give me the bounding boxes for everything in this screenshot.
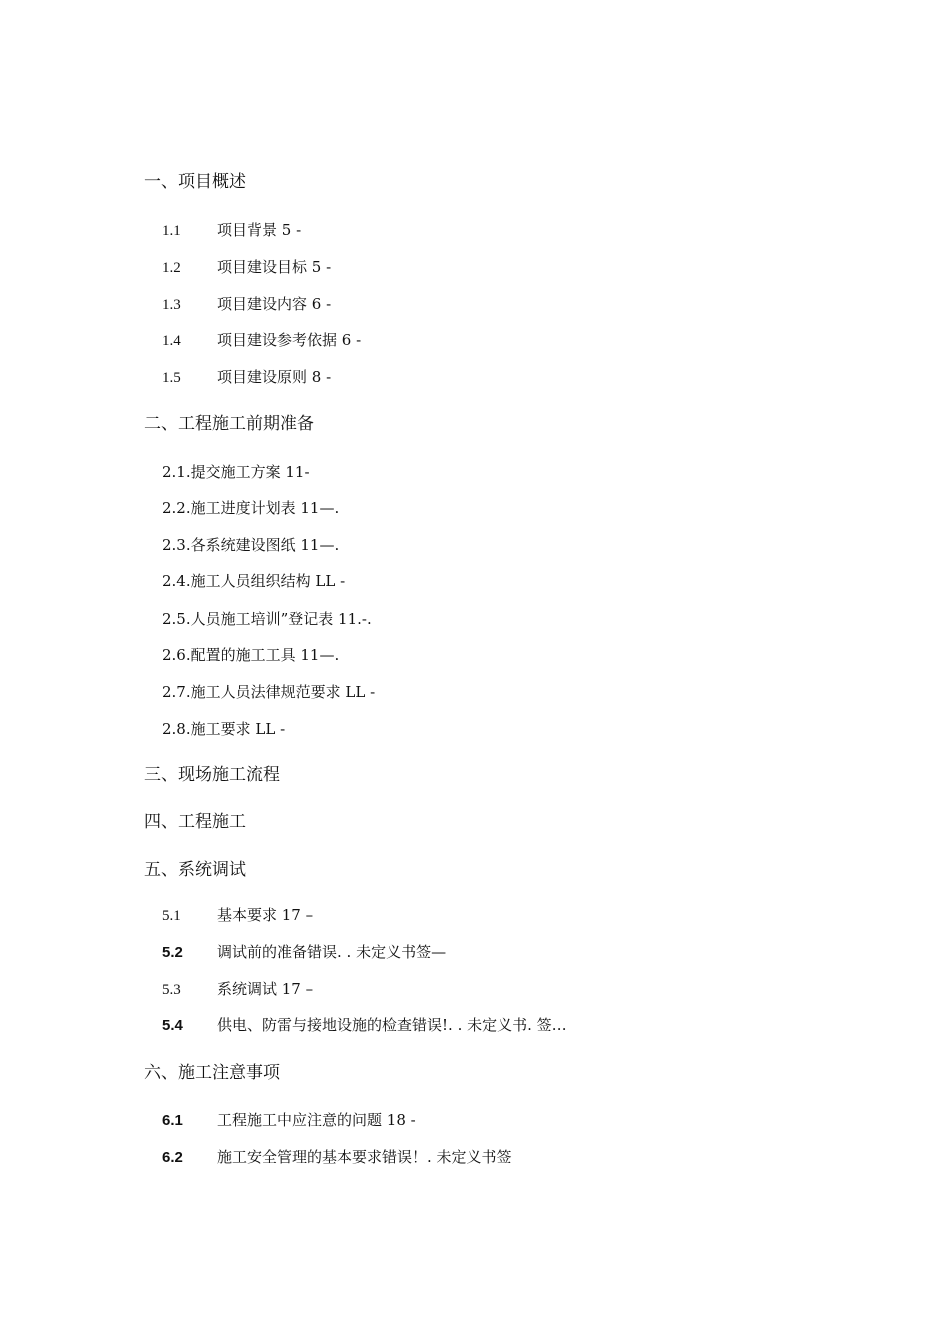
toc-entry-6-1[interactable]: [162, 1110, 416, 1131]
toc-entry-5-2[interactable]: [162, 942, 446, 963]
entry-text: 供电、防雷与接地设施的检查错误!. . 未定义书. 签…: [217, 1016, 567, 1034]
toc-section-3-title[interactable]: 三、现场施工流程: [144, 765, 280, 785]
toc-entry-1-2[interactable]: [162, 257, 331, 278]
entry-number: 1.4: [162, 333, 181, 349]
toc-entry-5-4[interactable]: [162, 1015, 567, 1036]
entry-text: 基本要求 17 –: [217, 906, 314, 924]
toc-entry-5-3[interactable]: [162, 979, 313, 1000]
entry-text: 施工安全管理的基本要求错误！. 未定义书签: [217, 1148, 512, 1166]
toc-entry-2-4[interactable]: 2.4.施工人员组织结构 LL -: [162, 572, 346, 590]
entry-number: 1.2: [162, 260, 181, 276]
toc-entry-2-6[interactable]: 2.6.配置的施工工具 11—.: [162, 646, 340, 664]
toc-entry-6-2[interactable]: [162, 1147, 512, 1168]
toc-entry-2-2[interactable]: 2.2.施工进度计划表 11—.: [162, 499, 340, 517]
entry-number: 5.3: [162, 982, 181, 998]
entry-text: 项目背景 5 -: [217, 221, 302, 239]
entry-text: 项目建设原则 8 -: [217, 368, 332, 386]
toc-section-4-title[interactable]: 四、工程施工: [144, 812, 246, 832]
toc-entry-2-7[interactable]: 2.7.施工人员法律规范要求 LL -: [162, 683, 376, 701]
toc-section-5-title[interactable]: 五、系统调试: [144, 860, 246, 880]
entry-number: 6.1: [162, 1112, 183, 1129]
toc-entry-5-1[interactable]: [162, 905, 313, 926]
entry-text: 调试前的准备错误. . 未定义书签—: [217, 943, 447, 961]
toc-entry-1-1[interactable]: [162, 220, 301, 241]
entry-number: 5.2: [162, 944, 183, 961]
entry-number: 1.5: [162, 370, 181, 386]
toc-section-6-title[interactable]: 六、施工注意事项: [144, 1063, 280, 1083]
toc-entry-2-8[interactable]: 2.8.施工要求 LL -: [162, 720, 286, 738]
toc-entry-1-4[interactable]: [162, 330, 361, 351]
entry-text: 工程施工中应注意的问题 18 -: [217, 1111, 416, 1129]
entry-text: 系统调试 17 –: [217, 980, 314, 998]
entry-number: 5.1: [162, 908, 181, 924]
entry-text: 项目建设参考依据 6 -: [217, 331, 362, 349]
entry-text: 项目建设内容 6 -: [217, 295, 332, 313]
entry-number: 5.4: [162, 1017, 183, 1034]
entry-number: 1.1: [162, 223, 181, 239]
toc-section-2-title[interactable]: 二、工程施工前期准备: [144, 414, 314, 434]
toc-entry-1-5[interactable]: [162, 367, 331, 388]
toc-entry-2-5[interactable]: 2.5.人员施工培训”登记表 11.-.: [162, 610, 372, 628]
toc-entry-2-3[interactable]: 2.3.各系统建设图纸 11—.: [162, 536, 340, 554]
toc-section-1-title[interactable]: 一、项目概述: [144, 172, 246, 192]
entry-text: 项目建设目标 5 -: [217, 258, 332, 276]
entry-number: 1.3: [162, 297, 181, 313]
toc-entry-2-1[interactable]: 2.1.提交施工方案 11-: [162, 463, 310, 481]
toc-entry-1-3[interactable]: [162, 294, 331, 315]
entry-number: 6.2: [162, 1149, 183, 1166]
